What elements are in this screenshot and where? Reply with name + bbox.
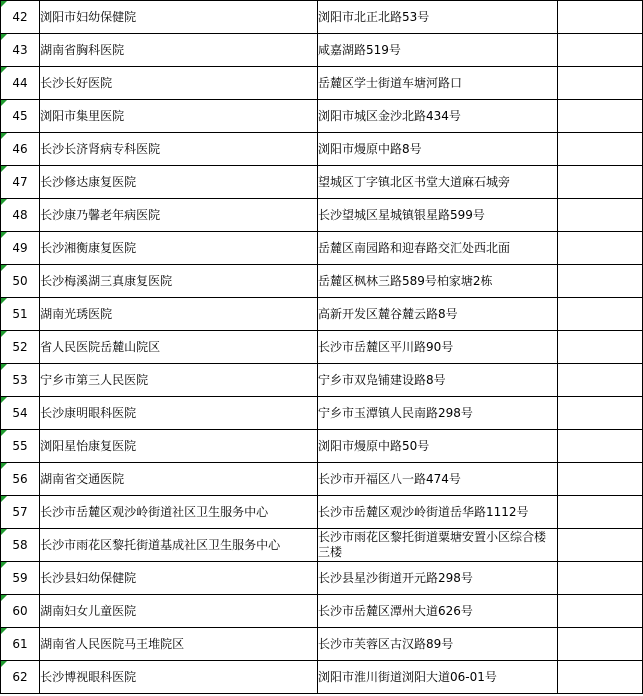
- table-row: [1, 364, 643, 397]
- table-row: [1, 298, 643, 331]
- empty-cell: [557, 298, 642, 331]
- table-row: [1, 595, 643, 628]
- hospital-name: 长沙湘衡康复医院: [40, 232, 318, 265]
- empty-cell: [557, 628, 642, 661]
- empty-cell: [557, 1, 642, 34]
- empty-cell: [557, 595, 642, 628]
- hospital-address: 浏阳市淮川街道浏阳大道06-01号: [317, 661, 557, 694]
- row-number: 42: [1, 1, 40, 34]
- row-number: 53: [1, 364, 40, 397]
- hospital-address: 长沙市岳麓区潭州大道626号: [317, 595, 557, 628]
- hospital-address: 长沙县星沙街道开元路298号: [317, 562, 557, 595]
- hospital-name: 湖南省交通医院: [40, 463, 318, 496]
- hospital-address: 宁乡市双凫铺建设路8号: [317, 364, 557, 397]
- hospital-name: 长沙康乃馨老年病医院: [40, 199, 318, 232]
- hospital-address: 浏阳市熳原中路8号: [317, 133, 557, 166]
- hospital-name: 湖南省人民医院马王堆院区: [40, 628, 318, 661]
- empty-cell: [557, 496, 642, 529]
- table-row: [1, 529, 643, 562]
- empty-cell: [557, 100, 642, 133]
- hospital-name: 长沙市雨花区黎托街道基成社区卫生服务中心: [40, 529, 318, 562]
- hospital-name: 长沙县妇幼保健院: [40, 562, 318, 595]
- empty-cell: [557, 67, 642, 100]
- hospital-name: 浏阳市集里医院: [40, 100, 318, 133]
- row-number: 61: [1, 628, 40, 661]
- hospital-name: 长沙康明眼科医院: [40, 397, 318, 430]
- table-row: [1, 1, 643, 34]
- empty-cell: [557, 364, 642, 397]
- empty-cell: [557, 166, 642, 199]
- table-row: [1, 100, 643, 133]
- row-number: 59: [1, 562, 40, 595]
- table-row: [1, 166, 643, 199]
- hospital-name: 湖南光琇医院: [40, 298, 318, 331]
- empty-cell: [557, 397, 642, 430]
- hospital-name: 省人民医院岳麓山院区: [40, 331, 318, 364]
- hospital-name: 长沙长好医院: [40, 67, 318, 100]
- hospital-name: 长沙修达康复医院: [40, 166, 318, 199]
- hospital-address: 咸嘉湖路519号: [317, 34, 557, 67]
- row-number: 62: [1, 661, 40, 694]
- row-number: 44: [1, 67, 40, 100]
- hospital-name: 湖南妇女儿童医院: [40, 595, 318, 628]
- hospital-address: 高新开发区麓谷麓云路8号: [317, 298, 557, 331]
- hospital-address: 浏阳市城区金沙北路434号: [317, 100, 557, 133]
- empty-cell: [557, 199, 642, 232]
- table-row: [1, 331, 643, 364]
- hospital-address: 长沙望城区星城镇银星路599号: [317, 199, 557, 232]
- empty-cell: [557, 463, 642, 496]
- table-row: [1, 133, 643, 166]
- table-row: [1, 265, 643, 298]
- table-row: [1, 397, 643, 430]
- row-number: 50: [1, 265, 40, 298]
- hospital-address: 长沙市岳麓区观沙岭街道岳华路1112号: [317, 496, 557, 529]
- row-number: 43: [1, 34, 40, 67]
- row-number: 57: [1, 496, 40, 529]
- row-number: 47: [1, 166, 40, 199]
- empty-cell: [557, 34, 642, 67]
- table-row: [1, 496, 643, 529]
- row-number: 55: [1, 430, 40, 463]
- hospital-name: 宁乡市第三人民医院: [40, 364, 318, 397]
- table-row: [1, 661, 643, 694]
- empty-cell: [557, 265, 642, 298]
- hospital-name: 浏阳星怡康复医院: [40, 430, 318, 463]
- table-row: [1, 562, 643, 595]
- empty-cell: [557, 331, 642, 364]
- hospital-address: 望城区丁字镇北区书堂大道麻石城旁: [317, 166, 557, 199]
- hospital-address: 岳麓区学士街道车塘河路口: [317, 67, 557, 100]
- hospital-name: 长沙长济肾病专科医院: [40, 133, 318, 166]
- hospital-name: 长沙梅溪湖三真康复医院: [40, 265, 318, 298]
- hospital-address: 长沙市岳麓区平川路90号: [317, 331, 557, 364]
- hospital-address: 长沙市芙蓉区古汉路89号: [317, 628, 557, 661]
- hospital-name: 长沙博视眼科医院: [40, 661, 318, 694]
- row-number: 52: [1, 331, 40, 364]
- hospital-address: 浏阳市北正北路53号: [317, 1, 557, 34]
- row-number: 48: [1, 199, 40, 232]
- table-row: [1, 232, 643, 265]
- hospital-address: 岳麓区南园路和迎春路交汇处西北面: [317, 232, 557, 265]
- empty-cell: [557, 133, 642, 166]
- empty-cell: [557, 529, 642, 562]
- hospital-address: 宁乡市玉潭镇人民南路298号: [317, 397, 557, 430]
- empty-cell: [557, 430, 642, 463]
- table-row: [1, 430, 643, 463]
- hospital-address: 岳麓区枫林三路589号柏家塘2栋: [317, 265, 557, 298]
- row-number: 46: [1, 133, 40, 166]
- row-number: 51: [1, 298, 40, 331]
- table-row: [1, 67, 643, 100]
- table-body: [1, 1, 643, 694]
- hospital-name: 湖南省胸科医院: [40, 34, 318, 67]
- row-number: 56: [1, 463, 40, 496]
- row-number: 54: [1, 397, 40, 430]
- row-number: 60: [1, 595, 40, 628]
- empty-cell: [557, 661, 642, 694]
- row-number: 58: [1, 529, 40, 562]
- table-row: [1, 628, 643, 661]
- table-row: [1, 34, 643, 67]
- empty-cell: [557, 562, 642, 595]
- hospital-address: 长沙市开福区八一路474号: [317, 463, 557, 496]
- hospital-address: 浏阳市熳原中路50号: [317, 430, 557, 463]
- hospital-address: 长沙市雨花区黎托街道粟塘安置小区综合楼三楼: [317, 529, 557, 562]
- table-row: [1, 199, 643, 232]
- empty-cell: [557, 232, 642, 265]
- hospital-name: 浏阳市妇幼保健院: [40, 1, 318, 34]
- hospital-name: 长沙市岳麓区观沙岭街道社区卫生服务中心: [40, 496, 318, 529]
- row-number: 49: [1, 232, 40, 265]
- row-number: 45: [1, 100, 40, 133]
- table-row: [1, 463, 643, 496]
